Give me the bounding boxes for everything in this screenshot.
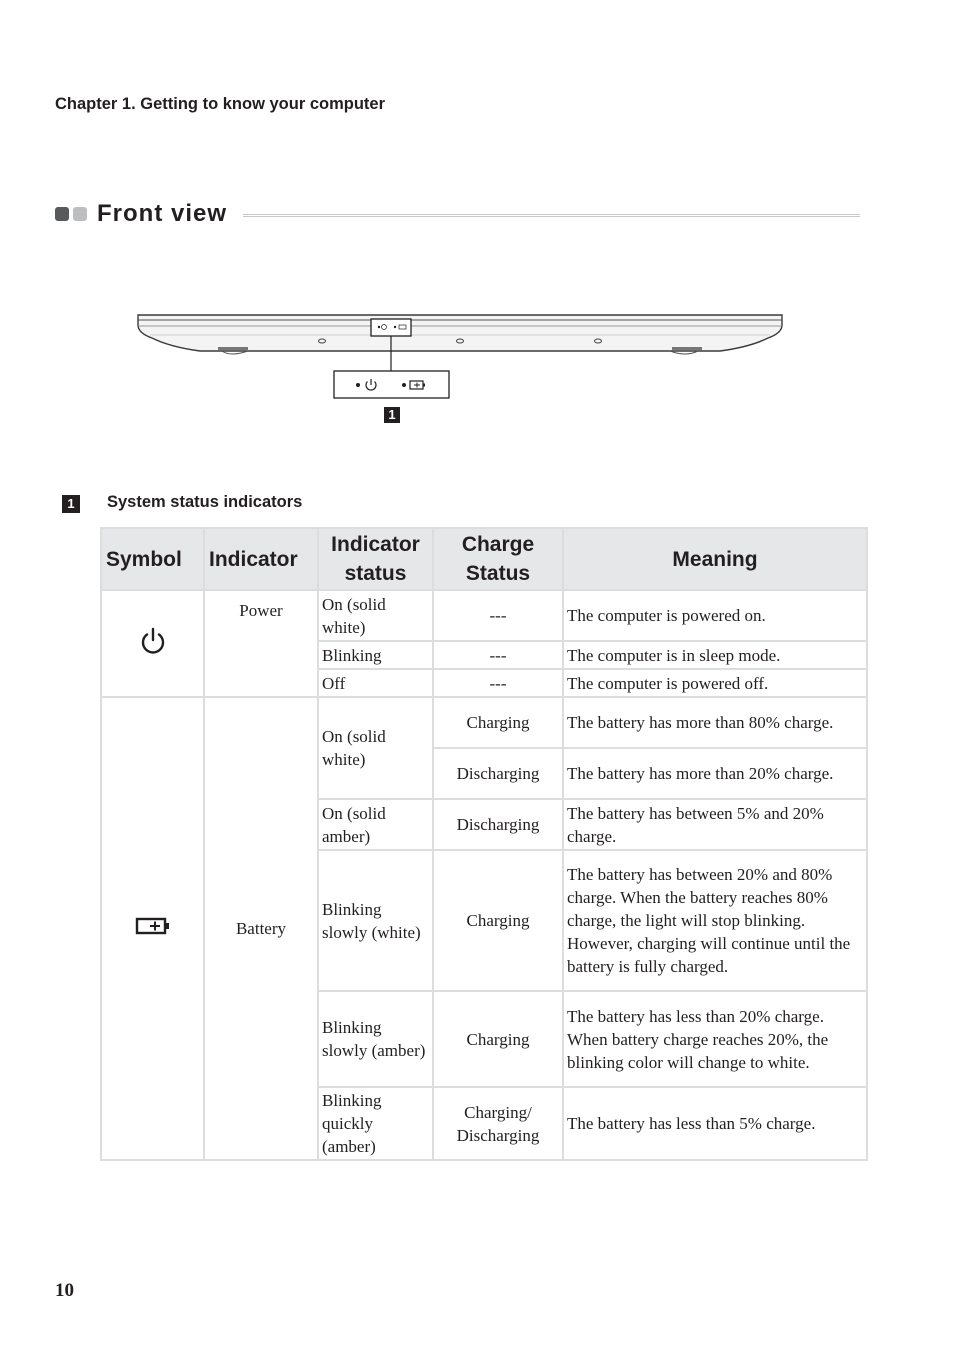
battery-charge: Charging/ Discharging: [434, 1088, 562, 1159]
power-symbol-cell: [102, 591, 203, 696]
header-symbol: Symbol: [102, 529, 203, 589]
power-meaning: The computer is powered off.: [564, 670, 866, 696]
battery-icon: [135, 915, 171, 937]
heading-bullet-light: [73, 207, 87, 221]
battery-meaning: The battery has more than 20% charge.: [564, 749, 866, 798]
battery-status: On (solid amber): [319, 800, 432, 849]
power-meaning: The computer is in sleep mode.: [564, 642, 866, 668]
table-row: [102, 591, 866, 640]
item-title: System status indicators: [107, 493, 303, 511]
laptop-front-illustration: [130, 305, 790, 430]
power-status: Blinking: [319, 642, 432, 668]
battery-indicator-name: Battery: [205, 698, 317, 1159]
battery-symbol-cell: [102, 698, 203, 1159]
power-icon: [138, 626, 168, 656]
chapter-header: Chapter 1. Getting to know your computer: [55, 95, 386, 113]
battery-charge: Charging: [434, 851, 562, 990]
header-indicator: Indicator: [205, 529, 317, 589]
battery-meaning: The battery has between 20% and 80% charge. When the battery reaches 80% charge, the light will stop blinking. However, charging will continue until the battery is fully charged.: [564, 851, 866, 990]
table-header-row: [102, 529, 866, 589]
section-rule: [243, 214, 860, 217]
battery-status: Blinking quickly (amber): [319, 1088, 432, 1159]
power-charge: ---: [434, 591, 562, 640]
battery-status: Blinking slowly (white): [319, 851, 432, 990]
battery-meaning: The battery has between 5% and 20% charge.: [564, 800, 866, 849]
item-number-badge: 1: [62, 495, 80, 513]
battery-status: Blinking slowly (amber): [319, 992, 432, 1086]
header-meaning: Meaning: [564, 529, 866, 589]
figure-callout-number: 1: [384, 407, 400, 423]
item-marker: [62, 495, 80, 513]
battery-charge: Discharging: [434, 749, 562, 798]
power-indicator-name: Power: [205, 591, 317, 696]
page-number: 10: [55, 1280, 74, 1301]
power-meaning: The computer is powered on.: [564, 591, 866, 640]
battery-charge: Charging: [434, 698, 562, 747]
battery-charge: Charging: [434, 992, 562, 1086]
front-view-figure: [130, 305, 790, 430]
header-charge-status: Charge Status: [434, 529, 562, 589]
battery-charge: Discharging: [434, 800, 562, 849]
power-charge: ---: [434, 642, 562, 668]
battery-meaning: The battery has less than 20% charge. When battery charge reaches 20%, the blinking color will change to white.: [564, 992, 866, 1086]
power-status: On (solid white): [319, 591, 432, 640]
power-charge: ---: [434, 670, 562, 696]
power-status: Off: [319, 670, 432, 696]
header-indicator-status: Indicator status: [319, 529, 432, 589]
battery-status: On (solid white): [319, 698, 432, 798]
battery-meaning: The battery has less than 5% charge.: [564, 1088, 866, 1159]
table-row: [102, 698, 866, 747]
heading-bullet-dark: [55, 207, 69, 221]
section-title: Front view: [97, 200, 228, 227]
battery-meaning: The battery has more than 80% charge.: [564, 698, 866, 747]
section-heading: [55, 200, 860, 230]
status-indicator-table: [100, 527, 868, 1161]
